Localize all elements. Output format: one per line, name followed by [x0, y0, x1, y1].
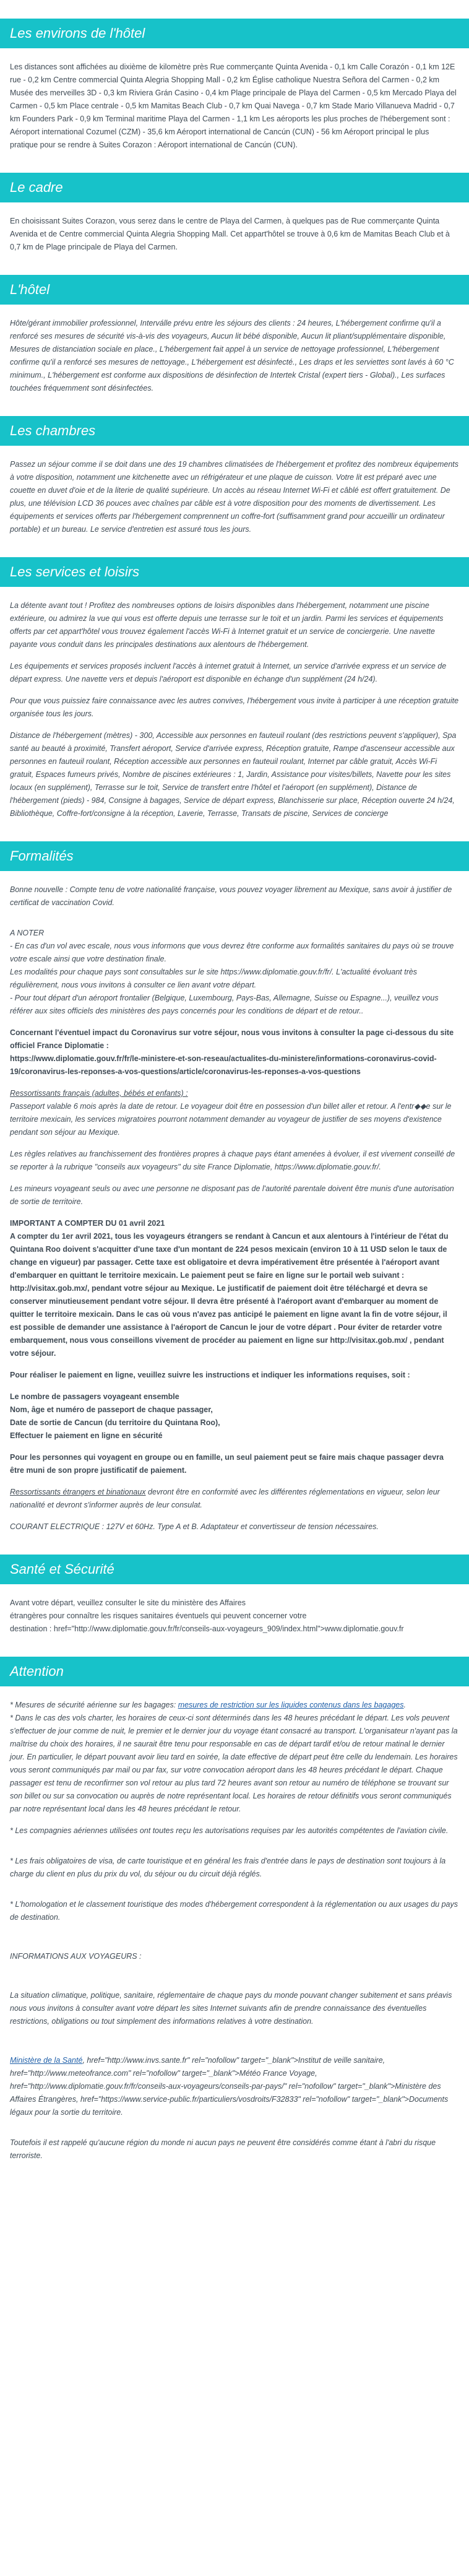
section-title-services: Les services et loisirs [10, 564, 140, 579]
courant-electrique: COURANT ELECTRIQUE : 127V et 60Hz. Type A et B. Adaptateur et convertisseur de tension nécessaires. [10, 1522, 379, 1531]
section-cadre [0, 173, 469, 254]
section-title-sante: Santé et Sécurité [10, 1561, 114, 1577]
sites-links-text: , href="http://www.invs.sante.fr" rel="nofollow" target="_blank">Institut de veille sanitaire, href="http://www.meteofrance.com" rel="nofollow" target="_blank">Météo France Voyage, href="http://www.diplomatie.gouv.fr/fr/conseils-aux-voyageurs/conseils-par-pays/" rel="nofollow" target="_blank">Ministère des Affaires Étrangères, href="https://www.service-public.fr/particuliers/vosdroits/F32833" rel="nofollow" target="_blank">Documents légaux pour la sortie du territoire. [10, 2056, 449, 2117]
ressortissants-text: Passeport valable 6 mois après la date de retour. Le voyageur doit être en possession d'un billet aller et retour. A l'entr◆◆e sur le territoire mexicain, les services migratoires pourront notamment demander au voyageur de justifier de ses moyens d'existence pendant son séjour au Mexique. [10, 1102, 452, 1137]
services-paragraph: Les équipements et services proposés incluent l'accès à internet gratuit à Internet, un service d'arrivée express et un service de départ express. Une navette vers et depuis l'aéroport est disponible en échange d'un supplément (24 h/24). [10, 662, 447, 683]
section-header [0, 841, 469, 871]
coronavirus-notice: Concernant l'éventuel impact du Coronavirus sur votre séjour, nous vous invitons à consulter la page ci-dessous du site officiel France Diplomatie : [10, 1028, 454, 1050]
frais-visa-text: * Les frais obligatoires de visa, de carte touristique et en général les frais d'entrée dans le pays de destination sont toujours à la charge du client en plus du prix du vol, du séjour ou du circuit déjà réglés. [10, 1857, 446, 1878]
mineurs-text: Les mineurs voyageant seuls ou avec une personne ne disposant pas de l'autorité parentale doivent être munis d'une autorisation de sortie de territoire. [10, 1184, 454, 1206]
section-title-formalites: Formalités [10, 848, 74, 864]
a-noter-line: Les modalités pour chaque pays sont consultables sur le site https://www.diplomatie.gouv.fr/fr/. L'actualité évoluant très régulièrement, nous vous invitons à consulter ce lien avant votre départ. [10, 968, 418, 989]
section-title-chambres: Les chambres [10, 423, 96, 438]
services-paragraph: La détente avant tout ! Profitez des nombreuses options de loisirs disponibles dans l'hébergement, notamment une piscine extérieure, ou admirez la vue qui vous est offerte depuis une terrasse sur le toit et un jardin. Parmi les services et équipements offerts par cet appart'hôtel vous trouvez également l'accès Wi-Fi à Internet gratuit et un service de conciergerie. Une navette payante vous conduit dans les principales destinations aux alentours de l'hébergement. [10, 601, 444, 649]
section-title-cadre: Le cadre [10, 180, 63, 195]
section-title-hotel: L'hôtel [10, 282, 50, 297]
section-chambres [0, 416, 469, 536]
hotel-text: Hôte/gérant immobilier professionnel, Interválle prévu entre les séjours des clients : 24 heures, L'hébergement confirme qu'il a renforcé ses mesures de sécurité vis-à-vis des voyageurs, Aucun lit bébé disponible, Aucun lit pliant/supplémentaire disponible, Mesures de distanciation sociale en place., L'hébergement fait appel à un service de nettoyage professionnel, L'hébergement confirme qu'il a renforcé ses mesures de nettoyage., L'hébergement est désinfecté., Les draps et les serviettes sont lavés à 60 °C minimum., L'hébergement est conforme aux dispositions de désinfection de Intertek Cristal (expert tiers - Global)., Les surfaces touchées fréquemment sont désinfectées. [10, 319, 454, 392]
section-header [0, 1657, 469, 1686]
a-noter-title: A NOTER [10, 929, 45, 937]
situation-text: La situation climatique, politique, sanitaire, réglementaire de chaque pays du monde pouvant changer subitement et sans préavis [10, 1991, 452, 2000]
a-noter-line: - En cas d'un vol avec escale, nous vous informons que vous devrez être conforme aux formalités sanitaires du pays où se trouve votre escale ainsi que votre destination finale. [10, 942, 454, 963]
paiement-step: Date de sortie de Cancun (du territoire du Quintana Roo), [10, 1418, 220, 1427]
section-header [0, 1555, 469, 1584]
services-list: Distance de l'hébergement (mètres) - 300, Accessible aux personnes en fauteuil roulant (des restrictions peuvent s'appliquer), Spa santé au beauté à proximité, Transfert aéroport, Service d'arrivée express, Réception gratuite, Rampe d'ascenseur accessible aux personnes en fauteuil roulant, Réception accessible aux personnes en fauteuil roulant, Internet par câble gratuit, Accès Wi-Fi gratuit, Espaces fumeurs privés, Nombre de piscines extérieures : 1, Jardin, Assistance pour visites/billets, Navette pour les sites locaux (en supplément), Terrasse sur le toit, Service de transfert entre l'hôtel et l'aéroport (en supplément), Distance de l'hébergement (pieds) - 984, Consigne à bagages, Service de départ express, Blanchisserie sur place, Réception ouverte 24 h/24, Bibliothèque, Coffre-fort/consigne à la réception, Laverie, Terrasse, Transats de piscine, Services de concierge [10, 731, 457, 818]
ressortissants-title: Ressortissants français (adultes, bébés et enfants) : [10, 1089, 188, 1098]
section-header [0, 19, 469, 48]
homologation-text: * L'homologation et le classement touristique des modes d'hébergement correspondent à la réglementation ou aux usages du pays de destination. [10, 1900, 458, 1922]
terrorisme-text: Toutefois il est rappelé qu'aucune région du monde ni aucun pays ne peuvent être considérés comme étant à l'abri du risque terroriste. [10, 2138, 436, 2160]
infos-voyageurs-title: INFORMATIONS AUX VOYAGEURS : [10, 1952, 142, 1961]
invitons-text: nous vous invitons à consulter avant votre départ les sites Internet suivants afin de prendre connaissance des éventuelles restrictions, obligations ou tout simplement des informations relatives à votre destination. [10, 2004, 427, 2026]
ministere-sante-link[interactable]: Ministère de la Santé [10, 2056, 83, 2065]
famille-text: Pour les personnes qui voyagent en groupe ou en famille, un seul paiement peut se faire mais chaque passager devra être muni de son propre justificatif de paiement. [10, 1453, 444, 1475]
important-title: IMPORTANT A COMPTER DU 01 avril 2021 [10, 1219, 165, 1228]
vols-charter-text: * Dans le cas des vols charter, les horaires de ceux-ci sont déterminés dans les 48 heures précédant le départ. Les vols peuvent s'effectuer de jour comme de nuit, le premier et le dernier jour du voyage étant consacré au transport. L'organisateur n'ayant pas la maîtrise du choix des horaires, il ne saurait être tenu pour responsable en cas de départ tardif et/ou de retour matinal le dernier jour. En particulier, le départ pouvant avoir lieu tard en soirée, la date effective de départ peut être celle du lendemain. Les horaires vous seront communiqués par mail ou par fax, sur votre convocation aéroport dans les 48 heures précédant le départ. Chaque passager est tenu de reconfirmer son vol retour au plus tard 72 heures avant son retour au numéro de téléphone se trouvant sur son billet ou sur sa convocation ou auprès de notre représentant local. Les horaires de retour définitifs vous seront communiqués par notre représentant local dans les 48 heures précédant le retour. [10, 1714, 458, 1813]
sante-line: étrangères pour connaître les risques sanitaires éventuels qui peuvent concerner votre [10, 1611, 307, 1620]
section-header [0, 275, 469, 305]
punctuation: . [403, 1701, 406, 1709]
a-noter-line: - Pour tout départ d'un aéroport frontalier (Belgique, Luxembourg, Pays-Bas, Allemagne, Suisse ou Espagne...), veuillez vous référer aux sites officiels des ministères des pays concernés pour les conditions de départ et de retour.. [10, 994, 439, 1015]
important-text: A compter du 1er avril 2021, tous les voyageurs étrangers se rendant à Cancun et aux alentours à l'intérieur de l'état du Quintana Roo doivent s'acquitter d'une taxe d'un montant de 224 pesos mexicain (environ 10 à 11 USD selon le taux de change en vigueur) par passager. Cette taxe est obligatoire et devra impérativement être présentée à l'aéroport avant d'embarquer en quittant le territoire mexicain. Le paiement peut se faire en ligne sur le portail web suivant : http://visitax.gob.mx/, pendant votre séjour au Mexique. Le justificatif de paiement doit être téléchargé et devra se conserver minutieusement pendant votre séjour. Il devra être présenté à l'aéroport avant d'embarquer au moment de quitter le territoire mexicain. Dans le cas où vous n'avez pas anticipé le paiement en ligne avant la fin de votre séjour, il est possible de demander une assistance à l'aéroport de Cancun le jour de votre départ . Pour éviter de retarder votre embarquement, nous vous conseillons vivement de procéder au paiement en ligne sur http://visitax.gob.mx/ , pendant votre séjour. [10, 1232, 449, 1358]
formalites-intro: Bonne nouvelle : Compte tenu de votre nationalité française, vous pouvez voyager librement au Mexique, sans avoir à justifier de certificat de vaccination Covid. [10, 885, 452, 907]
section-header [0, 416, 469, 446]
binationaux-title: Ressortissants étrangers et binationaux [10, 1488, 146, 1496]
section-services [0, 557, 469, 820]
section-attention [0, 1657, 469, 2162]
sante-line: destination : href="http://www.diplomatie.gouv.fr/fr/conseils-aux-voyageurs_909/index.html">www.diplomatie.gouv.fr [10, 1624, 404, 1633]
paiement-step: Nom, âge et numéro de passeport de chaque passager, [10, 1405, 213, 1414]
section-environs [0, 19, 469, 152]
mesure-securite: * Mesures de sécurité aérienne sur les bagages: [10, 1701, 178, 1709]
environs-text: Les distances sont affichées au dixième de kilomètre près Rue commerçante Quinta Avenida - 0,1 km Calle Corazón - 0,1 km 12E rue - 0,2 km Centre commercial Quinta Alegria Shopping Mall - 0,2 km Église catholique Nuestra Señora del Carmen - 0,2 km Musée des merveilles 3D - 0,3 km Riviera Grán Casino - 0,4 km Plage principale de Playa del Carmen - 0,5 km Mercado Playa del Carmen - 0,5 km Place centrale - 0,5 km Mamitas Beach Club - 0,7 km Quai Navega - 0,7 km Stade Mario Villanueva Madrid - 0,7 km Founders Park - 0,9 km Terminal maritime Playa del Carmen - 1,1 km Les aéroports les plus proches de l'hébergement sont : Aéroport international Cozumel (CZM) - 35,6 km Aéroport international de Cancún (CUN) - 56 km Aéroport principal le plus pratique pour se rendre à Suites Corazon : Aéroport international de Cancún (CUN). [10, 63, 457, 149]
paiement-step: Le nombre de passagers voyageant ensemble [10, 1392, 179, 1401]
services-paragraph: Pour que vous puissiez faire connaissance avec les autres convives, l'hébergement vous invite à participer à une réception gratuite organisée tous les jours. [10, 696, 459, 718]
binationaux-text: devront être en conformité avec les différentes réglementations en vigueur, selon leur nationalité et devront s'informer auprès de leur consulat. [10, 1488, 440, 1509]
compagnies-text: * Les compagnies aériennes utilisées ont toutes reçu les autorisations requises par les autorités compétentes de l'aviation civile. [10, 1826, 449, 1835]
section-title-attention: Attention [10, 1663, 64, 1679]
section-header [0, 173, 469, 202]
section-header [0, 557, 469, 587]
paiement-instructions: Pour réaliser le paiement en ligne, veuillez suivre les instructions et indiquer les informations requises, soit : [10, 1371, 410, 1379]
section-sante [0, 1555, 469, 1636]
section-title-environs: Les environs de l'hôtel [10, 25, 145, 41]
paiement-step: Effectuer le paiement en ligne en sécurité [10, 1431, 163, 1440]
section-hotel [0, 275, 469, 395]
liquides-link[interactable]: mesures de restriction sur les liquides contenus dans les bagages [178, 1701, 404, 1709]
chambres-text: Passez un séjour comme il se doit dans une des 19 chambres climatisées de l'hébergement et profitez des nombreux équipements à votre disposition, notamment une kitchenette avec un réfrigérateur et une plaque de cuisson. Votre lit est préparé avec une couette en duvet d'oie et de la literie de qualité supérieure. Un accès au réseau Internet Wi-Fi et câblé est offert gratuitement. De plus, une télévision LCD 36 pouces avec chaînes par câble est à votre disposition pour des moments de divertissement. Les équipements et services offerts par l'hébergement comprennent un coffre-fort (suffisamment grand pour accueillir un ordinateur portable) et un bureau. Le service d'entretien est assuré tous les jours. [10, 460, 458, 534]
cadre-text: En choisissant Suites Corazon, vous serez dans le centre de Playa del Carmen, à quelques pas de Rue commerçante Quinta Avenida et de Centre commercial Quinta Alegria Shopping Mall. Cet appart'hôtel se trouve à 0,6 km de Mamitas Beach Club et à 0,7 km de Plage principale de Playa del Carmen. [10, 217, 450, 251]
regles-text: Les règles relatives au franchissement des frontières propres à chaque pays étant amenées à évoluer, il est vivement conseillé de se reporter à la rubrique "conseils aux voyageurs" du site France Diplomatie, https://www.diplomatie.gouv.fr/. [10, 1150, 455, 1171]
section-formalites [0, 841, 469, 1533]
sante-line: Avant votre départ, veuillez consulter le site du ministère des Affaires [10, 1598, 246, 1607]
coronavirus-link[interactable]: https://www.diplomatie.gouv.fr/fr/le-ministere-et-son-reseau/actualites-du-ministere/informations-coronavirus-covid-19/coronavirus-les-reponses-a-vos-questions/article/coronavirus-les-reponses-a-vos-questions [10, 1054, 437, 1076]
